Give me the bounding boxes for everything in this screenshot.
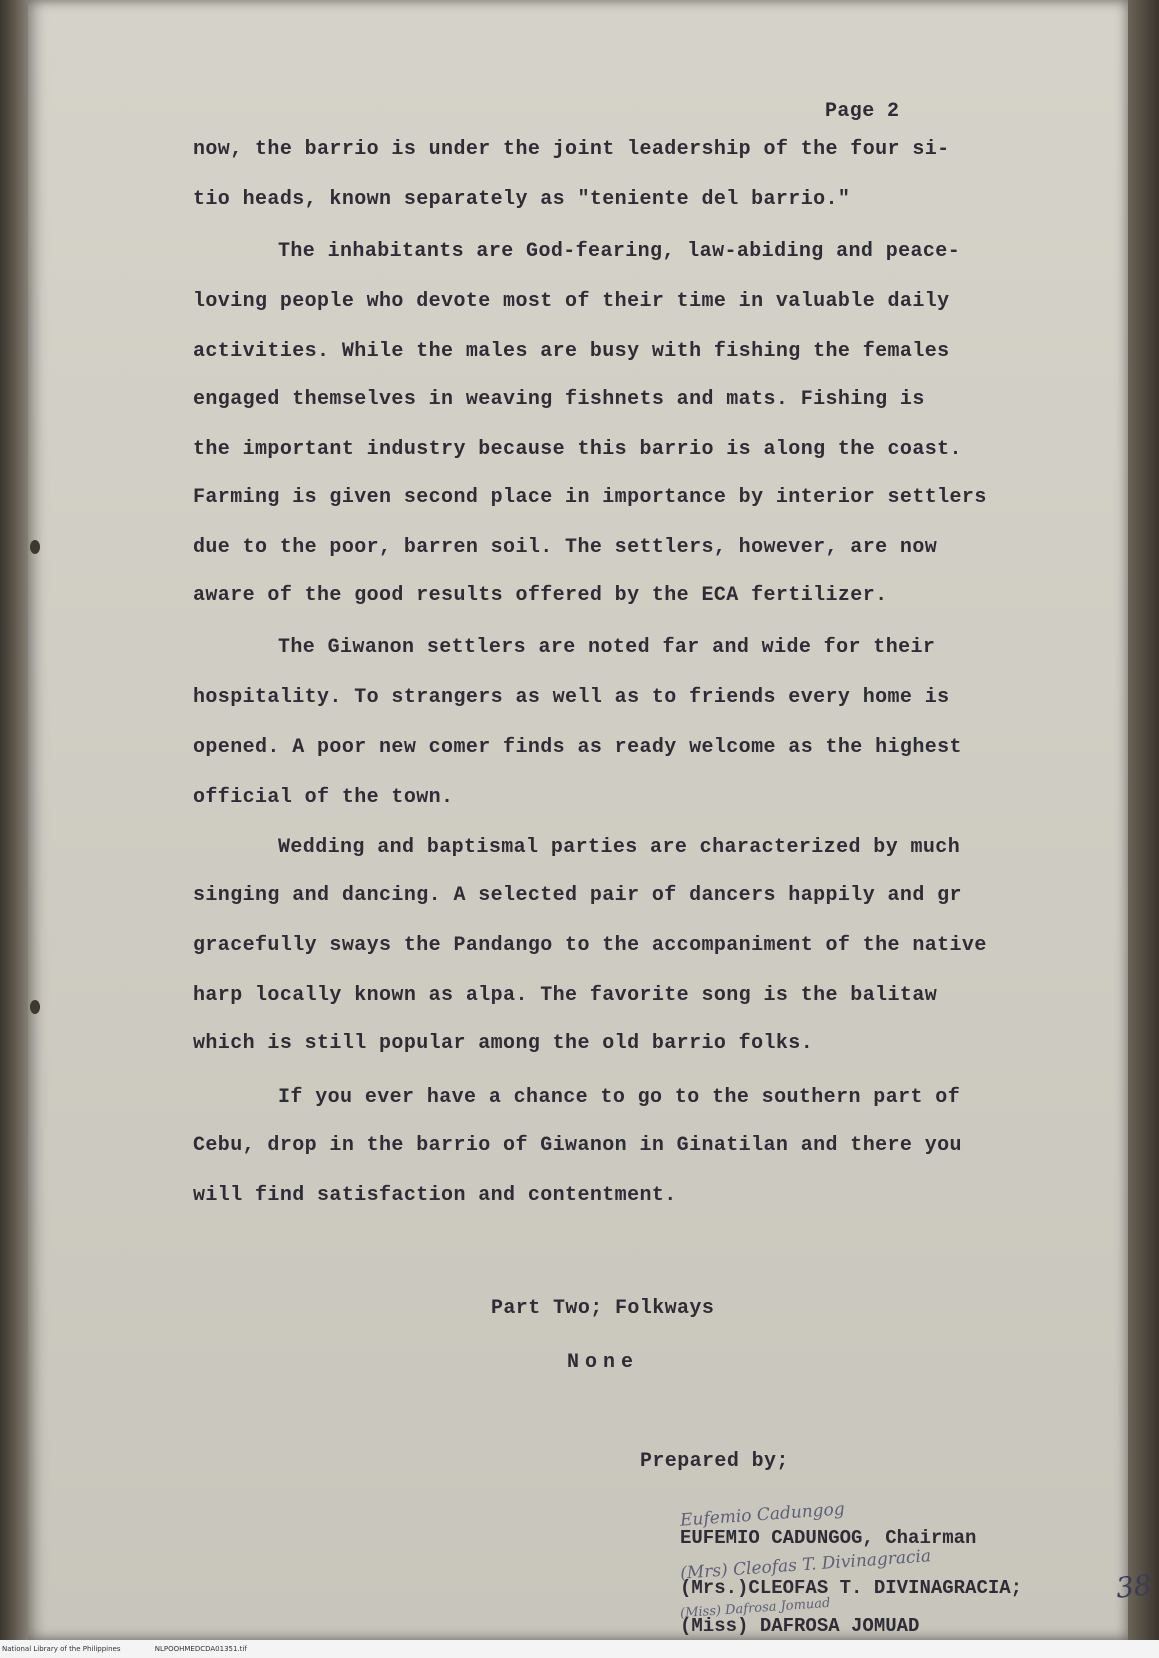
body-line: due to the poor, barren soil. The settlers, however, are now: [193, 536, 938, 559]
body-line: Farming is given second place in importance by interior settlers: [193, 486, 987, 509]
scan-footer: [0, 1640, 1159, 1658]
page-label: Page 2: [825, 100, 900, 123]
signature-block: [679, 1499, 1100, 1645]
book-binding-left: [0, 0, 30, 1640]
section-body: None: [567, 1351, 640, 1374]
body-line: loving people who devote most of their time in valuable daily: [193, 290, 950, 313]
body-line: official of the town.: [193, 786, 454, 809]
body-line: which is still popular among the old barrio folks.: [193, 1032, 814, 1055]
footer-library: National Library of the Philippines: [2, 1645, 121, 1653]
document-page: [28, 0, 1154, 1640]
punch-hole: [30, 540, 40, 554]
body-line: aware of the good results offered by the ECA fertilizer.: [193, 584, 888, 607]
body-line: the important industry because this barrio is along the coast.: [193, 438, 962, 461]
signatory-1: EUFEMIO CADUNGOG, Chairman: [680, 1527, 977, 1549]
body-line: now, the barrio is under the joint leadership of the four si-: [193, 138, 950, 161]
body-line: hospitality. To strangers as well as to friends every home is: [193, 686, 950, 709]
body-line: will find satisfaction and contentment.: [193, 1184, 677, 1207]
body-line: gracefully sways the Pandango to the accompaniment of the native: [193, 934, 987, 957]
signature-1: Eufemio Cadungog: [679, 1499, 846, 1531]
body-line: engaged themselves in weaving fishnets and mats. Fishing is: [193, 388, 925, 411]
body-line: If you ever have a chance to go to the southern part of: [278, 1086, 961, 1109]
body-line: Cebu, drop in the barrio of Giwanon in Ginatilan and there you: [193, 1134, 962, 1157]
signature-3: (Miss) Dafrosa Jomuad: [679, 1595, 831, 1622]
footer-file: NLPOOHMEDCDA01351.tif: [154, 1645, 247, 1653]
body-line: The inhabitants are God-fearing, law-abiding and peace-: [278, 240, 961, 263]
body-line: tio heads, known separately as "teniente del barrio.": [193, 188, 851, 211]
body-line: Wedding and baptismal parties are characterized by much: [278, 836, 961, 859]
prepared-by-label: Prepared by;: [640, 1450, 789, 1473]
body-line: harp locally known as alpa. The favorite song is the balitaw: [193, 984, 938, 1007]
punch-hole: [30, 1000, 40, 1014]
signature-2: (Mrs) Cleofas T. Divinagracia: [679, 1546, 932, 1584]
body-line: opened. A poor new comer finds as ready welcome as the highest: [193, 736, 962, 759]
section-heading: Part Two; Folkways: [491, 1297, 715, 1320]
signatory-2: (Mrs.)CLEOFAS T. DIVINAGRACIA;: [680, 1577, 1023, 1599]
body-line: activities. While the males are busy with fishing the females: [193, 340, 950, 363]
book-edge-right: [1128, 0, 1159, 1640]
body-line: singing and dancing. A selected pair of dancers happily and gr: [193, 884, 962, 907]
body-line: The Giwanon settlers are noted far and wide for their: [278, 636, 936, 659]
signatory-3: (Miss) DAFROSA JOMUAD: [680, 1615, 920, 1637]
folio-number: 38: [1114, 1568, 1154, 1605]
